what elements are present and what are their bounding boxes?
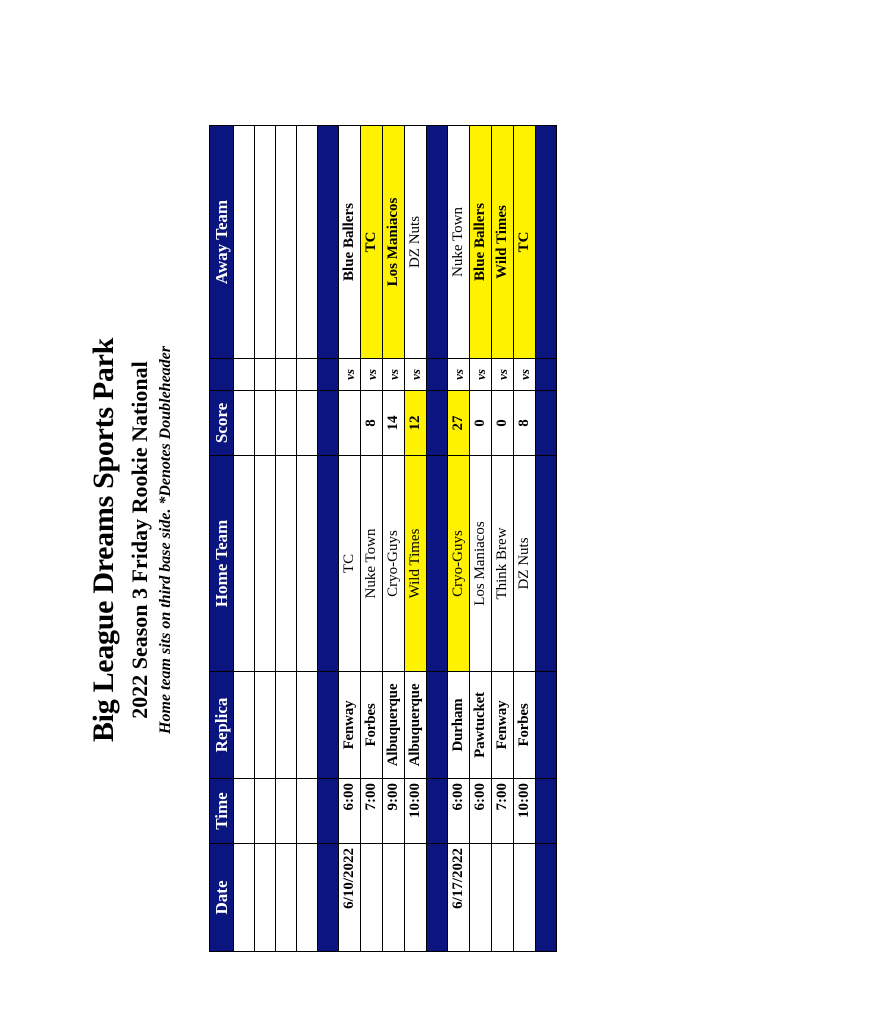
schedule-table — [209, 125, 557, 952]
col-time: Time — [210, 779, 234, 844]
game-time: 10:00 — [514, 779, 536, 844]
empty-row — [297, 126, 318, 952]
empty-row — [255, 126, 276, 952]
col-date: Date — [210, 844, 234, 952]
game-replica: Fenway — [492, 672, 514, 779]
score: 12 — [405, 391, 427, 456]
vs-label: vs — [383, 359, 405, 391]
empty-row — [276, 126, 297, 952]
game-date: 6/17/2022 — [448, 844, 470, 952]
home-team: Think Brew — [492, 456, 514, 672]
home-team: Cryo-Guys — [383, 456, 405, 672]
home-team: TC — [339, 456, 361, 672]
table-row — [361, 126, 383, 952]
game-date: 6/10/2022 — [339, 844, 361, 952]
game-replica: Durham — [448, 672, 470, 779]
table-row — [448, 126, 470, 952]
score: 27 — [448, 391, 470, 456]
away-team: Los Maniacos — [383, 126, 405, 359]
game-time: 10:00 — [405, 779, 427, 844]
game-replica: Forbes — [514, 672, 536, 779]
away-team: DZ Nuts — [405, 126, 427, 359]
vs-label: vs — [405, 359, 427, 391]
col-replica: Replica — [210, 672, 234, 779]
header-row — [210, 126, 234, 952]
vs-label: vs — [448, 359, 470, 391]
page-subtitle: 2022 Season 3 Friday Rookie National — [127, 361, 152, 719]
vs-label: vs — [339, 359, 361, 391]
home-team: Los Maniacos — [470, 456, 492, 672]
score — [339, 391, 361, 456]
col-away-team: Away Team — [210, 126, 234, 359]
away-team: Nuke Town — [448, 126, 470, 359]
score: 8 — [361, 391, 383, 456]
game-replica: Albuquerque — [383, 672, 405, 779]
vs-label: vs — [470, 359, 492, 391]
game-replica: Fenway — [339, 672, 361, 779]
away-team: Wild Times — [492, 126, 514, 359]
table-row — [405, 126, 427, 952]
game-time: 7:00 — [492, 779, 514, 844]
away-team: Blue Ballers — [470, 126, 492, 359]
table-row — [514, 126, 536, 952]
week-separator — [318, 126, 339, 952]
game-replica: Forbes — [361, 672, 383, 779]
col-home-team: Home Team — [210, 456, 234, 672]
vs-label: vs — [492, 359, 514, 391]
away-team: TC — [361, 126, 383, 359]
score: 0 — [470, 391, 492, 456]
away-team: TC — [514, 126, 536, 359]
table-row — [339, 126, 361, 952]
col-score: Score — [210, 391, 234, 456]
home-team: Wild Times — [405, 456, 427, 672]
game-time: 6:00 — [339, 779, 361, 844]
vs-label: vs — [361, 359, 383, 391]
home-team: Cryo-Guys — [448, 456, 470, 672]
game-replica: Albuquerque — [405, 672, 427, 779]
page-title: Big League Dreams Sports Park — [87, 337, 120, 743]
table-footer-bar — [536, 126, 557, 952]
col-vs — [210, 359, 234, 391]
score: 14 — [383, 391, 405, 456]
table-row — [470, 126, 492, 952]
game-replica: Pawtucket — [470, 672, 492, 779]
table-row — [492, 126, 514, 952]
vs-label: vs — [514, 359, 536, 391]
title-block — [85, 128, 207, 952]
schedule-page — [85, 128, 565, 952]
game-time: 7:00 — [361, 779, 383, 844]
game-time: 6:00 — [448, 779, 470, 844]
home-team: DZ Nuts — [514, 456, 536, 672]
home-team: Nuke Town — [361, 456, 383, 672]
game-time: 9:00 — [383, 779, 405, 844]
score: 0 — [492, 391, 514, 456]
home-team-note: Home team sits on third base side. *Denotes Doubleheader — [157, 346, 174, 734]
empty-row — [234, 126, 255, 952]
game-time: 6:00 — [470, 779, 492, 844]
score: 8 — [514, 391, 536, 456]
table-row — [383, 126, 405, 952]
away-team: Blue Ballers — [339, 126, 361, 359]
week-separator — [427, 126, 448, 952]
